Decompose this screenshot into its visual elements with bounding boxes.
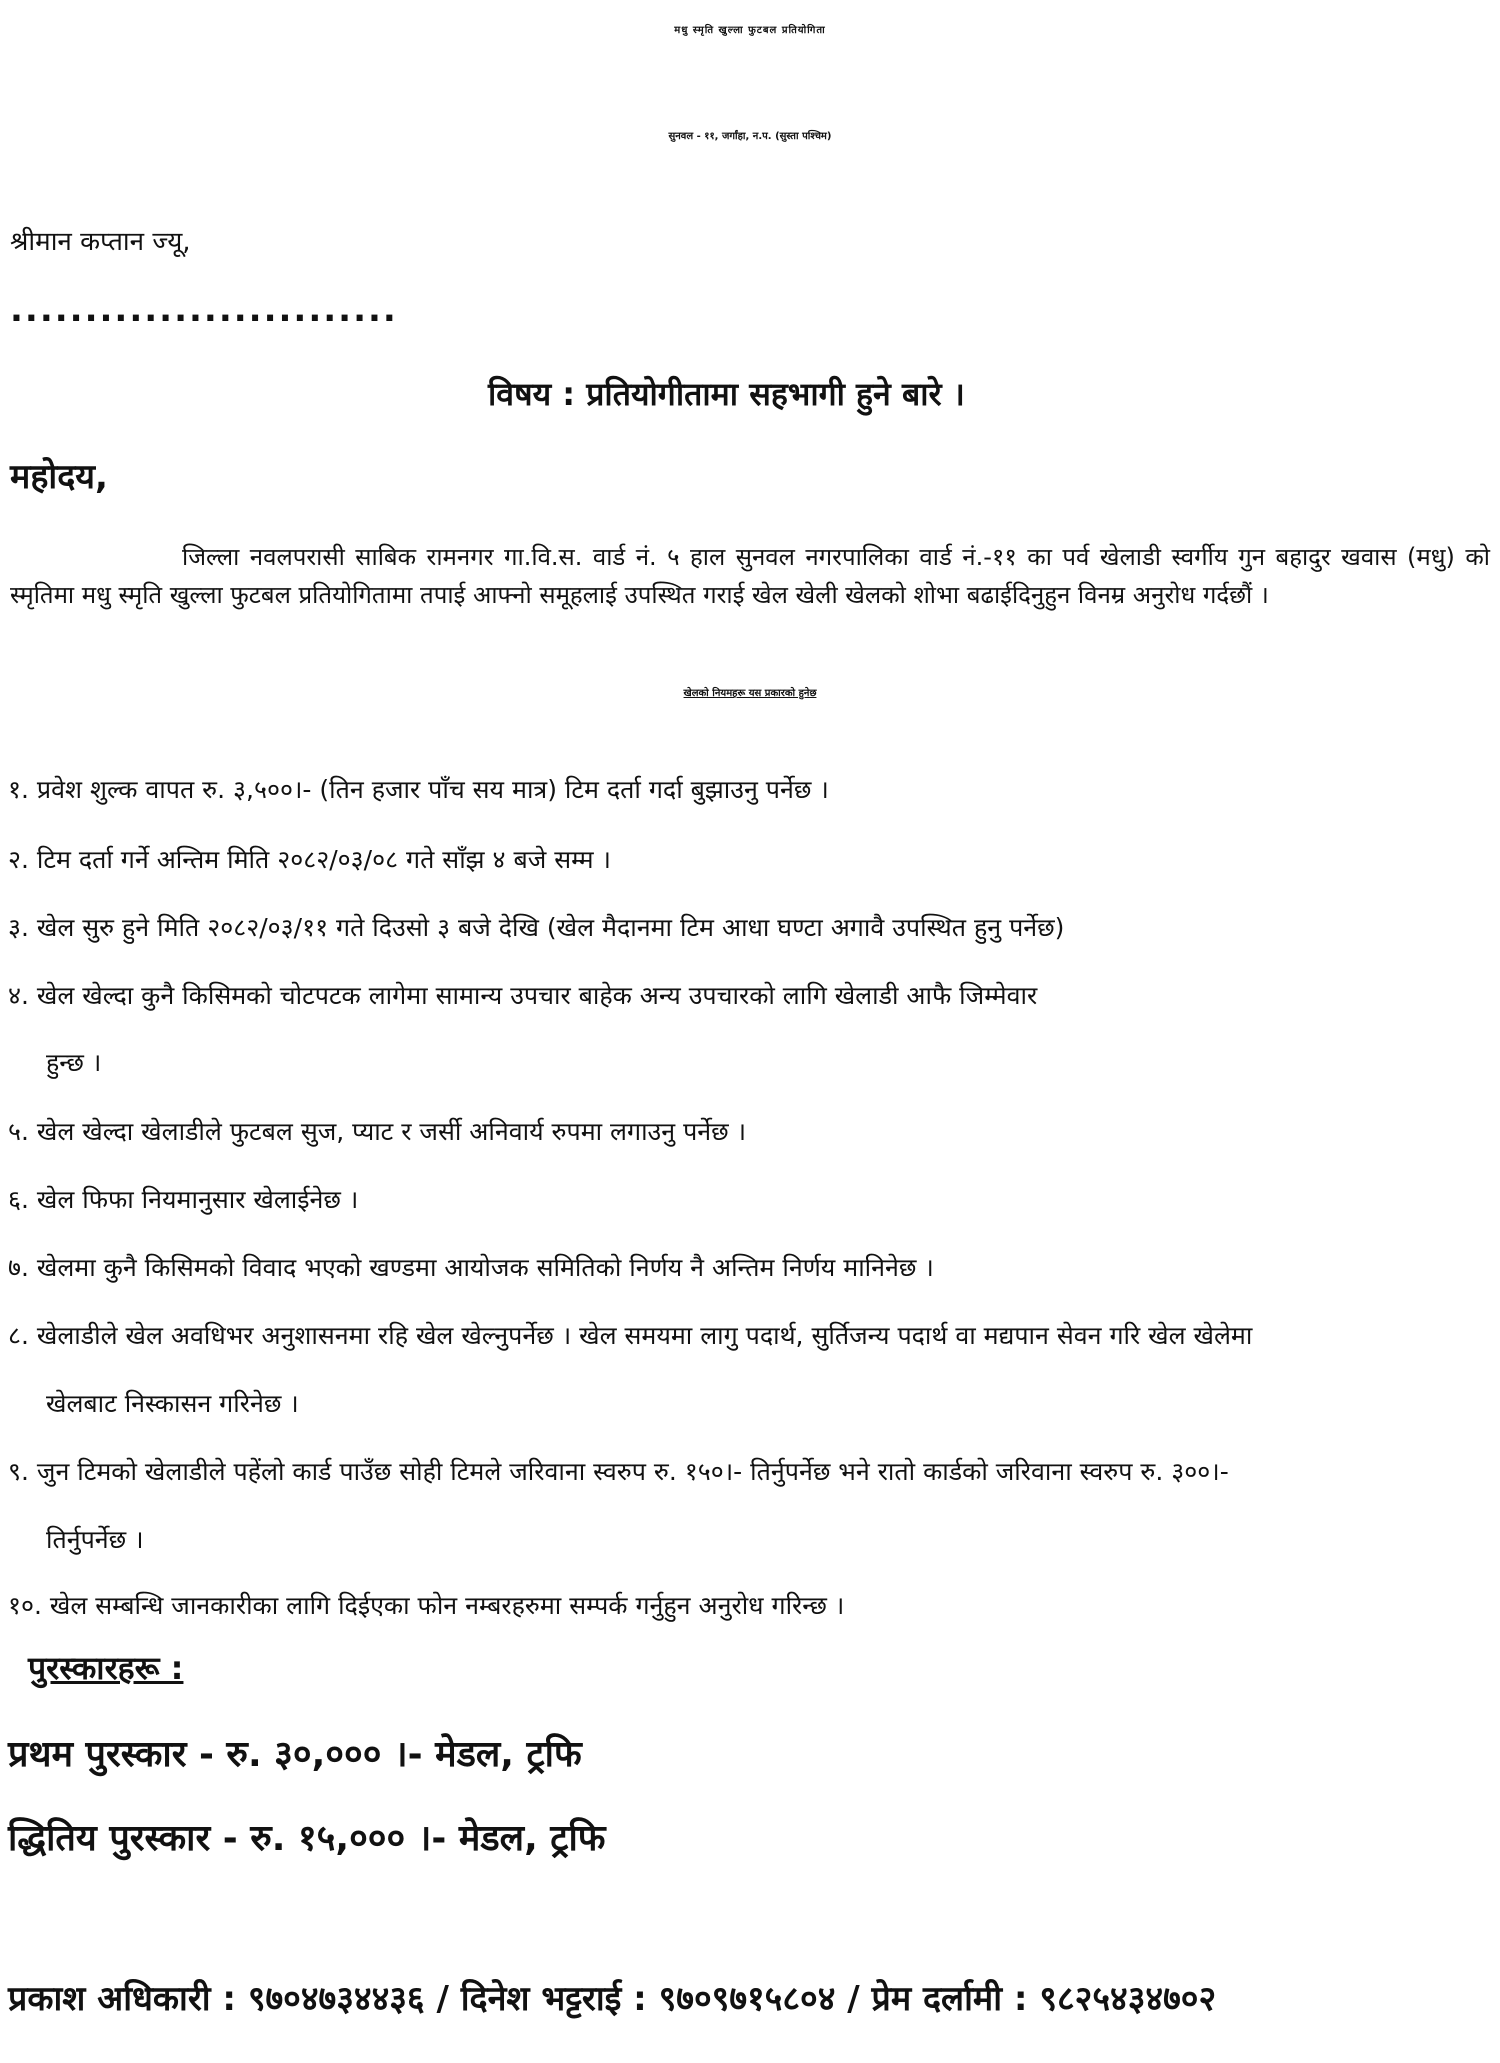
recipient-blank-line: ..........................: [10, 290, 398, 330]
rule-item: ४. खेल खेल्दा कुनै किसिमको चोटपटक लागेमा सामान्य उपचार बाहेक अन्य उपचारको लागि खेलाडी आफै जिम्मेवार: [8, 981, 1038, 1010]
salutation: श्रीमान कप्तान ज्यू,: [10, 227, 191, 257]
intro-paragraph: जिल्ला नवलपरासी साबिक रामनगर गा.वि.स. वार्ड नं. ५ हाल सुनवल नगरपालिका वार्ड नं.-११ का पर्व खेलाडी स्वर्गीय गुन बहादुर खवास (मधु) को स्मृतिमा मधु स्मृति खुल्ला फुटबल प्रतियोगितामा तपाई आफ्नो समूहलाई उपस्थित गराई खेल खेली खेलको शोभा बढाईदिनुहुन विनम्र अनुरोध गर्दछौं ।: [10, 543, 1490, 609]
second-prize: द्धितिय पुरस्कार - रु. १५,००० ।- मेडल, ट्रफि: [8, 1818, 606, 1859]
rule-item: ७. खेलमा कुनै किसिमको विवाद भएको खण्डमा आयोजक समितिको निर्णय नै अन्तिम निर्णय मानिनेछ ।: [8, 1253, 934, 1282]
rule-item: १०. खेल सम्बन्धि जानकारीका लागि दिईएका फोन नम्बरहरुमा सम्पर्क गर्नुहुन अनुरोध गरिन्छ ।: [8, 1591, 845, 1620]
rule-item: ३. खेल सुरु हुने मिति २०८२/०३/११ गते दिउसो ३ बजे देखि (खेल मैदानमा टिम आधा घण्टा अगावै उपस्थित हुनु पर्नेछ): [8, 913, 1065, 942]
rule-item: ६. खेल फिफा नियमानुसार खेलाईनेछ ।: [8, 1185, 359, 1214]
rule-item: ५. खेल खेल्दा खेलाडीले फुटबल सुज, प्याट र जर्सी अनिवार्य रुपमा लगाउनु पर्नेछ ।: [8, 1117, 747, 1146]
venue-subtitle: सुनवल - ११, जर्गांहा, न.प. (सुस्ता पश्चिम): [668, 131, 832, 142]
rule-item-continuation: खेलबाट निस्कासन गरिनेछ ।: [46, 1389, 299, 1418]
document-title: मधु स्मृति खुल्ला फुटबल प्रतियोगिता: [674, 25, 826, 36]
rule-item: १. प्रवेश शुल्क वापत रु. ३,५००।- (तिन हजार पाँच सय मात्र) टिम दर्ता गर्दा बुझाउनु पर्नेछ ।: [8, 775, 829, 804]
subject-line: विषय : प्रतियोगीतामा सहभागी हुने बारे ।: [488, 375, 965, 413]
rule-item: २. टिम दर्ता गर्ने अन्तिम मिति २०८२/०३/०८ गते साँझ ४ बजे सम्म ।: [8, 845, 611, 874]
rule-item-continuation: तिर्नुपर्नेछ ।: [46, 1525, 144, 1554]
greeting: महोदय,: [10, 457, 108, 497]
prizes-heading: पुरस्कारहरू :: [28, 1649, 184, 1687]
rules-heading: खेलको नियमहरू यस प्रकारको हुनेछ: [683, 688, 817, 699]
contact-numbers: प्रकाश अधिकारी : ९७०४७३४४३६ / दिनेश भट्टराई : ९७०९७१५८०४ / प्रेम दर्लामी : ९८२५४३४७०२: [8, 1979, 1217, 2019]
rule-item-continuation: हुन्छ ।: [46, 1048, 102, 1077]
rule-item: ९. जुन टिमको खेलाडीले पहेंलो कार्ड पाउँछ सोही टिमले जरिवाना स्वरुप रु. १५०।- तिर्नुपर्नेछ भने रातो कार्डको जरिवाना स्वरुप रु. ३००।-: [8, 1457, 1229, 1486]
first-prize: प्रथम पुरस्कार - रु. ३०,००० ।- मेडल, ट्रफि: [8, 1734, 582, 1775]
rule-item: ८. खेलाडीले खेल अवधिभर अनुशासनमा रहि खेल खेल्नुपर्नेछ । खेल समयमा लागु पदार्थ, सुर्तिजन्य पदार्थ वा मद्यपान सेवन गरि खेल खेलेमा: [8, 1321, 1253, 1350]
